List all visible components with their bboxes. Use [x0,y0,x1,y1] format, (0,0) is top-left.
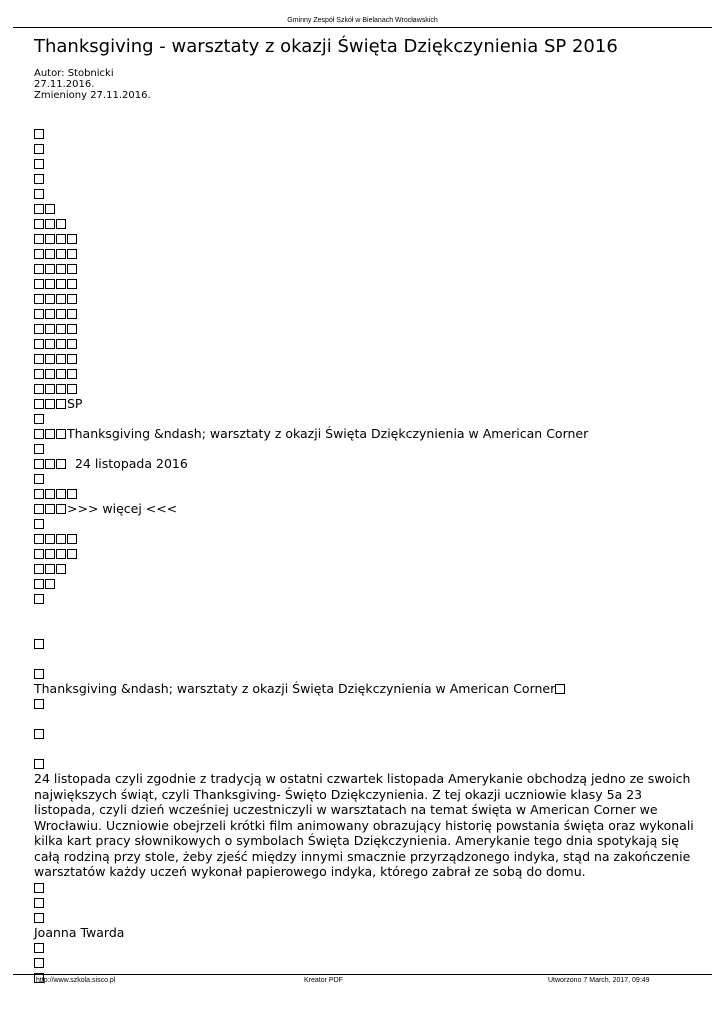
text-line [34,696,694,711]
footer-divider [13,974,712,975]
missing-glyph-box [56,264,66,274]
text-line [34,216,694,231]
missing-glyph-box [34,534,44,544]
missing-glyph-box [56,339,66,349]
text-line [34,126,694,141]
blank-line [34,621,694,636]
missing-glyph-box [45,339,55,349]
missing-glyph-box [67,489,77,499]
missing-glyph-box [67,264,77,274]
missing-glyph-box [34,324,44,334]
text-line [34,955,694,970]
missing-glyph-box [45,279,55,289]
missing-glyph-box [56,399,66,409]
blank-line [34,651,694,666]
missing-glyph-box [34,384,44,394]
missing-glyph-box [34,399,44,409]
missing-glyph-box [34,309,44,319]
missing-glyph-box [67,384,77,394]
line-text: 24 listopada 2016 [67,456,188,471]
modified-date: Zmieniony 27.11.2016. [34,90,151,101]
text-line [34,531,694,546]
missing-glyph-box [34,958,44,968]
text-line [34,351,694,366]
text-line [34,561,694,576]
missing-glyph-box [56,309,66,319]
text-line [34,321,694,336]
text-line [34,456,694,471]
article-title: Thanksgiving - warsztaty z okazji Święta Dziękczynienia SP 2016 [34,36,618,57]
missing-glyph-box [56,564,66,574]
text-line [34,396,694,411]
missing-glyph-box [45,324,55,334]
missing-glyph-box [34,579,44,589]
missing-glyph-box [67,369,77,379]
missing-glyph-box [34,444,44,454]
missing-glyph-box [45,399,55,409]
missing-glyph-box [56,234,66,244]
missing-glyph-box [34,234,44,244]
missing-glyph-box [56,459,66,469]
text-line [34,880,694,895]
missing-glyph-box [34,429,44,439]
text-line [34,546,694,561]
line-text: Thanksgiving &ndash; warsztaty z okazji Święta Dziękczynienia w American Corner [67,426,589,441]
text-line [34,336,694,351]
missing-glyph-box [34,459,44,469]
text-line [34,306,694,321]
missing-glyph-box [67,339,77,349]
missing-glyph-box [56,249,66,259]
missing-glyph-box [45,579,55,589]
blank-line [34,711,694,726]
missing-glyph-box [34,144,44,154]
text-line [34,366,694,381]
missing-glyph-box [45,294,55,304]
text-line [34,940,694,955]
missing-glyph-box [45,504,55,514]
article-meta [34,68,151,101]
text-line [34,441,694,456]
missing-glyph-box [34,264,44,274]
missing-glyph-box [45,429,55,439]
missing-glyph-box [56,294,66,304]
missing-glyph-box [56,219,66,229]
missing-glyph-box [56,549,66,559]
missing-glyph-box [34,189,44,199]
text-line [34,186,694,201]
missing-glyph-box [45,459,55,469]
missing-glyph-box [67,324,77,334]
blank-line [34,741,694,756]
footer-url[interactable]: http://www.szkola.sisco.pl [36,977,116,984]
missing-glyph-box [45,219,55,229]
missing-glyph-box [34,519,44,529]
text-line [34,910,694,925]
missing-glyph-box [34,729,44,739]
text-line [34,636,694,651]
missing-glyph-box [34,294,44,304]
missing-glyph-box [34,474,44,484]
missing-glyph-box [45,354,55,364]
text-line [34,591,694,606]
line-text: Joanna Twarda [34,924,125,940]
missing-glyph-box [34,669,44,679]
missing-glyph-box [45,534,55,544]
missing-glyph-box [34,354,44,364]
missing-glyph-box [34,279,44,289]
missing-glyph-box [45,204,55,214]
text-line [34,201,694,216]
missing-glyph-box [34,898,44,908]
missing-glyph-box [56,279,66,289]
footer-generator: Kreator PDF [304,977,343,984]
text-line [34,276,694,291]
line-text[interactable]: >>> więcej <<< [67,501,178,516]
text-line [34,411,694,426]
missing-glyph-box [56,534,66,544]
missing-glyph-box [56,324,66,334]
text-line [34,291,694,306]
missing-glyph-box [56,369,66,379]
missing-glyph-box [45,489,55,499]
missing-glyph-box [67,279,77,289]
article-body [34,126,694,985]
missing-glyph-box [34,489,44,499]
missing-glyph-box [45,264,55,274]
text-line [34,156,694,171]
missing-glyph-box [34,414,44,424]
missing-glyph-box [34,369,44,379]
text-line [34,426,694,441]
text-line [34,925,694,940]
missing-glyph-box [34,549,44,559]
missing-glyph-box [34,639,44,649]
missing-glyph-box [45,549,55,559]
missing-glyph-box [34,249,44,259]
missing-glyph-box [45,384,55,394]
text-line [34,471,694,486]
missing-glyph-box [45,309,55,319]
header-divider [13,27,712,28]
missing-glyph-box [56,429,66,439]
text-line [34,231,694,246]
missing-glyph-box [34,129,44,139]
text-line [34,141,694,156]
text-line [34,576,694,591]
missing-glyph-box [34,174,44,184]
missing-glyph-box [67,249,77,259]
text-line [34,681,694,696]
text-line [34,261,694,276]
missing-glyph-box [34,699,44,709]
missing-glyph-box [34,339,44,349]
missing-glyph-box [34,594,44,604]
missing-glyph-box [34,913,44,923]
missing-glyph-box [45,564,55,574]
page-header: Gminny Zespół Szkół w Bielanach Wrocławskich [287,17,438,24]
missing-glyph-box [34,564,44,574]
missing-glyph-box [34,204,44,214]
article-paragraph: 24 listopada czyli zgodnie z tradycją w ostatni czwartek listopada Amerykanie obchodzą jedno ze swoich największych świąt, czyli Thanksgiving- Święto Dziękczynienia. Z tej okazji uczniowie klasy 5a 23 listopada, czyli dzień wcześniej uczestniczyli w warsztatach na temat święta w American Corner we Wrocławiu. Uczniowie obejrzeli krótki film animowany obrazujący historię powstania święta oraz wykonali kilka kart pracy słownikowych o symbolach Święta Dziękczynienia. Amerykanie tego dnia spotykają się całą rodziną przy stole, żeby zjeść między innymi smacznie przyrządzonego indyka, stąd na zakończenie warsztatów każdy uczeń wykonał papierowego indyka, którego zabrał ze sobą do domu. [34,771,694,879]
missing-glyph-box [56,504,66,514]
missing-glyph-box [45,249,55,259]
text-line [34,171,694,186]
missing-glyph-box [56,384,66,394]
missing-glyph-box [56,354,66,364]
missing-glyph-box [67,354,77,364]
footer-created: Utworzono 7 March, 2017, 09:49 [548,977,650,984]
missing-glyph-box [34,943,44,953]
missing-glyph-box [34,159,44,169]
text-line [34,895,694,910]
missing-glyph-box [67,294,77,304]
missing-glyph-box [67,549,77,559]
text-line [34,756,694,771]
missing-glyph-box [67,534,77,544]
text-line [34,726,694,741]
missing-glyph-box [45,369,55,379]
missing-glyph-box [555,684,565,694]
missing-glyph-box [45,234,55,244]
text-line [34,246,694,261]
text-line [34,666,694,681]
blank-line [34,606,694,621]
text-line [34,381,694,396]
publish-date: 27.11.2016. [34,79,95,90]
text-line [34,501,694,516]
line-text: Thanksgiving &ndash; warsztaty z okazji Święta Dziękczynienia w American Corner [34,681,556,696]
missing-glyph-box [67,234,77,244]
missing-glyph-box [56,489,66,499]
missing-glyph-box [67,309,77,319]
line-text: SP [67,396,83,411]
author: Autor: Stobnicki [34,68,114,79]
missing-glyph-box [34,504,44,514]
text-line [34,486,694,501]
missing-glyph-box [34,883,44,893]
text-line [34,516,694,531]
missing-glyph-box [34,759,44,769]
missing-glyph-box [34,219,44,229]
